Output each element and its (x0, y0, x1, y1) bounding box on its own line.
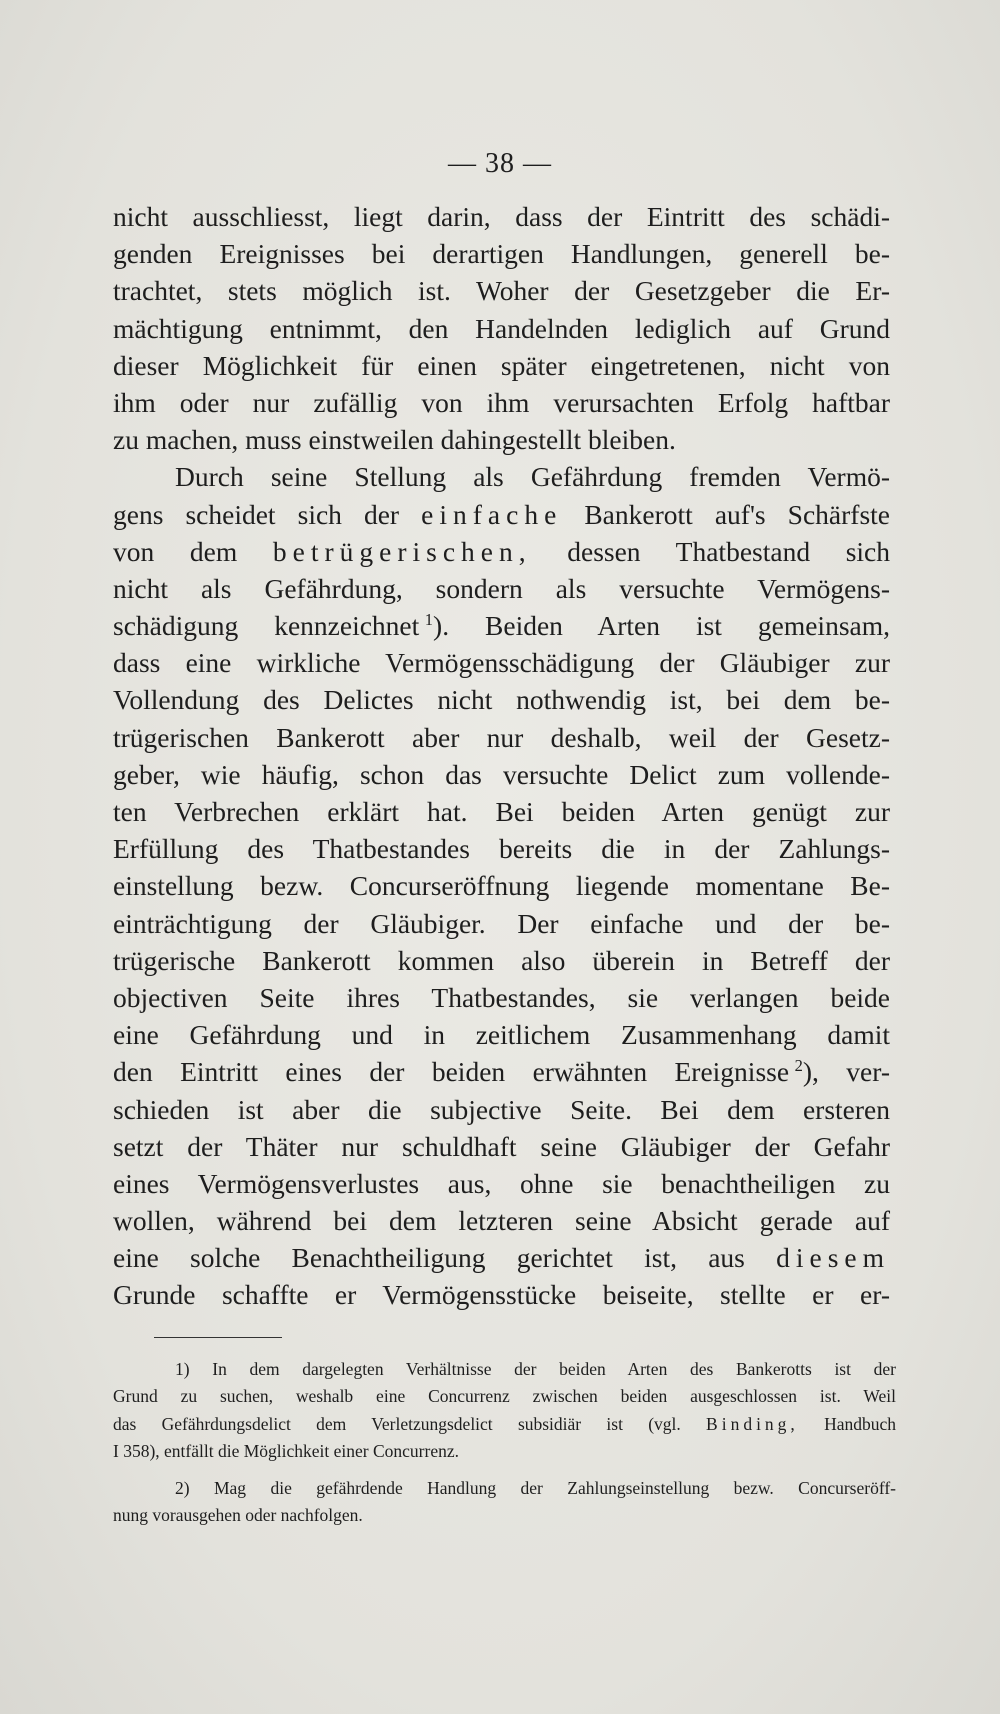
text-line: einstellung bezw. Concurseröffnung liegende momentane Be- (113, 870, 890, 902)
text-segment: Bankerott auf's Schärfste (584, 498, 890, 530)
text-line: ihm oder nur zufällig von ihm verursachten Erfolg haftbar (113, 386, 890, 418)
text-segment: ), ver- (802, 1056, 890, 1088)
text-line: nicht ausschliesst, liegt darin, dass der Eintritt des schädi- (113, 201, 890, 232)
text-line: ten Verbrechen erklärt hat. Bei beiden Arten genügt zur (113, 796, 890, 827)
footnote-line: 1) In dem dargelegten Verhältnisse der beiden Arten des Bankerotts ist der (175, 1359, 896, 1379)
text-line: trügerischen Bankerott aber nur deshalb, weil der Gesetz- (113, 721, 890, 753)
text-segment: das Gefährdungsdelict dem Verletzungsdelict subsidiär ist (vgl. (113, 1413, 681, 1434)
footnote-divider (154, 1337, 282, 1338)
text-line: schieden ist aber die subjective Seite. Bei dem ersteren (113, 1093, 890, 1125)
footnote-line: Grund zu suchen, weshalb eine Concurrenz zwischen beiden ausgeschlossen ist. Weil (113, 1386, 896, 1407)
text-line (113, 533, 890, 570)
text-line: nicht als Gefährdung, sondern als versuchte Vermögens- (113, 572, 890, 604)
text-line: Grunde schaffte er Vermögensstücke beiseite, stellte er er- (113, 1279, 890, 1311)
text-line: geber, wie häufig, schon das versuchte Delict zum vollende- (113, 758, 890, 790)
footnote-line (113, 1411, 896, 1438)
text-line (113, 496, 890, 533)
body-text (113, 198, 890, 1314)
text-line: dieser Möglichkeit für einen später eingetretenen, nicht von (113, 349, 890, 381)
text-segment: gens scheidet sich der (113, 498, 400, 530)
text-line: trügerische Bankerott kommen also überein in Betreff der (113, 944, 890, 976)
text-line: Erfüllung des Thatbestandes bereits die in der Zahlungs- (113, 833, 890, 865)
text-segment: eine solche Benachtheiligung gerichtet ist, aus (113, 1242, 745, 1274)
text-segment: dessen Thatbestand sich (567, 535, 890, 567)
text-line: objectiven Seite ihres Thatbestandes, sie verlangen beide (113, 981, 890, 1013)
text-line: Vollendung des Delictes nicht nothwendig ist, bei dem be- (113, 684, 890, 716)
spaced-emphasis: einfache (421, 498, 563, 530)
text-line: einträchtigung der Gläubiger. Der einfache und der be- (113, 907, 890, 939)
footnote-ref: 2 (794, 1056, 803, 1076)
spaced-emphasis: diesem (776, 1242, 891, 1274)
text-line (113, 1053, 890, 1090)
text-line: setzt der Thäter nur schuldhaft seine Gläubiger der Gefahr (113, 1130, 890, 1162)
text-segment: ). Beiden Arten ist gemeinsam, (433, 610, 890, 642)
text-segment: schädigung kennzeichnet (113, 610, 420, 642)
footnote-line: nung vorausgehen oder nachfolgen. (113, 1504, 363, 1525)
footnote-ref: 1 (424, 609, 434, 629)
footnotes (113, 1356, 896, 1529)
text-segment: Handbuch (824, 1413, 897, 1434)
text-line: trachtet, stets möglich ist. Woher der Gesetzgeber die Er- (113, 275, 890, 307)
text-segment: von dem (113, 535, 238, 567)
page-number: — 38 — (448, 148, 552, 179)
text-line: dass eine wirkliche Vermögensschädigung der Gläubiger zur (113, 647, 890, 679)
spaced-emphasis: betrügerischen, (272, 535, 532, 567)
text-line: eines Vermögensverlustes aus, ohne sie benachtheiligen zu (113, 1167, 890, 1199)
text-line (113, 1239, 890, 1276)
text-line: zu machen, muss einstweilen dahingestellt bleiben. (113, 424, 676, 456)
text-line: mächtigung entnimmt, den Handelnden lediglich auf Grund (113, 312, 890, 344)
footnote-line: I 358), entfällt die Möglichkeit einer Concurrenz. (113, 1441, 459, 1462)
text-line: wollen, während bei dem letzteren seine Absicht gerade auf (113, 1205, 890, 1237)
spaced-emphasis: Binding, (706, 1413, 799, 1434)
text-segment: den Eintritt eines der beiden erwähnten Ereignisse (113, 1056, 790, 1088)
footnote-line: 2) Mag die gefährdende Handlung der Zahlungseinstellung bezw. Concurseröff- (175, 1477, 896, 1498)
text-line: Durch seine Stellung als Gefährdung fremden Vermö- (175, 461, 890, 493)
text-line: eine Gefährdung und in zeitlichem Zusammenhang damit (113, 1019, 890, 1051)
text-line: genden Ereignisses bei derartigen Handlungen, generell be- (113, 238, 890, 270)
text-line (113, 607, 890, 644)
